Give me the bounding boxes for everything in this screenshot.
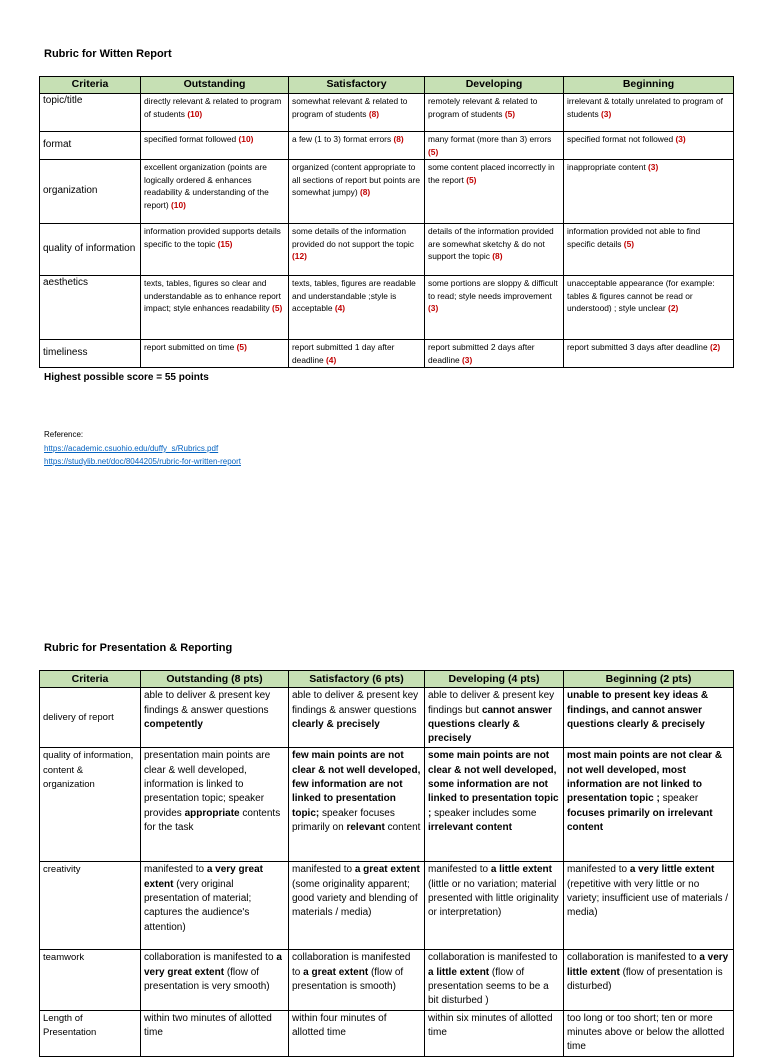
table-row <box>40 688 734 748</box>
rubric-cell: within four minutes of allotted time <box>289 1010 425 1056</box>
rubric-cell: report submitted 2 days after deadline (3) <box>425 340 564 368</box>
rubric-cell: manifested to a very great extent (very original presentation of material; captures the audience's attention) <box>141 862 289 950</box>
criteria-cell: timeliness <box>40 340 141 368</box>
table-row <box>40 1010 734 1056</box>
rubric-cell: some main points are not clear & not well developed, some information are not linked to presentation topic ; speaker includes some irrelevant content <box>425 748 564 862</box>
rubric-cell: most main points are not clear & not well developed, most information are not linked to presentation topic ; speaker focuses primarily on irrelevant content <box>564 748 734 862</box>
report-rubric-title: Rubric for Witten Report <box>44 48 172 60</box>
criteria-cell: Length of Presentation <box>40 1010 141 1056</box>
header-developing: Developing <box>425 77 564 94</box>
rubric-cell: report submitted 1 day after deadline (4) <box>289 340 425 368</box>
rubric-cell: collaboration is manifested to a little extent (flow of presentation seems to be a bit disturbed ) <box>425 950 564 1010</box>
presentation-rubric-title: Rubric for Presentation & Reporting <box>44 642 233 654</box>
rubric-cell: collaboration is manifested to a great extent (flow of presentation is smooth) <box>289 950 425 1010</box>
rubric-cell: some content placed incorrectly in the report (5) <box>425 160 564 224</box>
table-row <box>40 748 734 862</box>
rubric-cell: organized (content appropriate to all sections of report but points are somewhat jumpy) (8) <box>289 160 425 224</box>
header-outstanding: Outstanding (8 pts) <box>141 671 289 688</box>
rubric-cell: unacceptable appearance (for example: tables & figures cannot be read or understood) ; style unclear (2) <box>564 276 734 340</box>
rubric-cell: details of the information provided are somewhat sketchy & do not support the topic (8) <box>425 224 564 276</box>
rubric-cell: able to deliver & present key findings & answer questions competently <box>141 688 289 748</box>
rubric-cell: inappropriate content (3) <box>564 160 734 224</box>
rubric-cell: able to deliver & present key findings & answer questions clearly & precisely <box>289 688 425 748</box>
table-row <box>40 224 734 276</box>
criteria-cell: quality of information, content & organization <box>40 748 141 862</box>
rubric-cell: excellent organization (points are logically ordered & enhances readability & understanding of the report) (10) <box>141 160 289 224</box>
rubric-cell: texts, tables, figures so clear and understandable as to enhance report impact; style enhances readability (5) <box>141 276 289 340</box>
criteria-cell: topic/title <box>40 94 141 132</box>
rubric-cell: somewhat relevant & related to program of students (8) <box>289 94 425 132</box>
rubric-cell: presentation main points are clear & well developed, information is linked to presentation topic; speaker provides appropriate contents for the task <box>141 748 289 862</box>
header-beginning: Beginning <box>564 77 734 94</box>
highest-score-note: Highest possible score = 55 points <box>44 372 209 383</box>
rubric-cell: some portions are sloppy & difficult to read; style needs improvement (3) <box>425 276 564 340</box>
table-row <box>40 862 734 950</box>
rubric-cell: a few (1 to 3) format errors (8) <box>289 132 425 160</box>
rubric-cell: able to deliver & present key findings but cannot answer questions clearly & precisely <box>425 688 564 748</box>
rubric-cell: too long or too short; ten or more minutes above or below the allotted time <box>564 1010 734 1056</box>
presentation-rubric-table <box>39 670 734 1057</box>
header-criteria: Criteria <box>40 77 141 94</box>
rubric-cell: information provided supports details specific to the topic (15) <box>141 224 289 276</box>
criteria-cell: organization <box>40 160 141 224</box>
rubric-cell: few main points are not clear & not well developed, few information are not linked to presentation topic; speaker focuses primarily on relevant content <box>289 748 425 862</box>
rubric-cell: unable to present key ideas & findings, and cannot answer questions clearly & precisely <box>564 688 734 748</box>
rubric-cell: texts, tables, figures are readable and understandable ;style is acceptable (4) <box>289 276 425 340</box>
table-row <box>40 340 734 368</box>
rubric-cell: remotely relevant & related to program of students (5) <box>425 94 564 132</box>
rubric-cell: within six minutes of allotted time <box>425 1010 564 1056</box>
criteria-cell: aesthetics <box>40 276 141 340</box>
criteria-cell: quality of information <box>40 224 141 276</box>
rubric-cell: manifested to a very little extent (repetitive with very little or no variety; insufficient use of materials / media) <box>564 862 734 950</box>
rubric-cell: some details of the information provided do not support the topic (12) <box>289 224 425 276</box>
rubric-cell: report submitted 3 days after deadline (2) <box>564 340 734 368</box>
table-row <box>40 950 734 1010</box>
rubric-cell: directly relevant & related to program of students (10) <box>141 94 289 132</box>
rubric-cell: manifested to a great extent (some originality apparent; good variety and blending of materials / media) <box>289 862 425 950</box>
rubric-cell: report submitted on time (5) <box>141 340 289 368</box>
header-criteria: Criteria <box>40 671 141 688</box>
rubric-cell: information provided not able to find specific details (5) <box>564 224 734 276</box>
rubric-cell: irrelevant & totally unrelated to program of students (3) <box>564 94 734 132</box>
header-satisfactory: Satisfactory <box>289 77 425 94</box>
table-row <box>40 276 734 340</box>
reference-label: Reference: <box>44 430 84 439</box>
table-header-row <box>40 671 734 688</box>
table-row <box>40 160 734 224</box>
table-header-row <box>40 77 734 94</box>
reference-link-studylib[interactable]: https://studylib.net/doc/8044205/rubric-for-written-report <box>44 457 241 466</box>
rubric-cell: many format (more than 3) errors (5) <box>425 132 564 160</box>
header-beginning: Beginning (2 pts) <box>564 671 734 688</box>
rubric-cell: within two minutes of allotted time <box>141 1010 289 1056</box>
rubric-cell: specified format not followed (3) <box>564 132 734 160</box>
rubric-cell: manifested to a little extent (little or no variation; material presented with little originality or interpretation) <box>425 862 564 950</box>
header-satisfactory: Satisfactory (6 pts) <box>289 671 425 688</box>
criteria-cell: delivery of report <box>40 688 141 748</box>
header-outstanding: Outstanding <box>141 77 289 94</box>
rubric-cell: collaboration is manifested to a very little extent (flow of presentation is disturbed) <box>564 950 734 1010</box>
criteria-cell: teamwork <box>40 950 141 1010</box>
reference-link-rubrics-pdf[interactable]: https://academic.csuohio.edu/duffy_s/Rubrics.pdf <box>44 444 219 453</box>
header-developing: Developing (4 pts) <box>425 671 564 688</box>
criteria-cell: format <box>40 132 141 160</box>
rubric-cell: specified format followed (10) <box>141 132 289 160</box>
criteria-cell: creativity <box>40 862 141 950</box>
table-row <box>40 132 734 160</box>
report-rubric-table <box>39 76 734 368</box>
rubric-cell: collaboration is manifested to a very great extent (flow of presentation is very smooth) <box>141 950 289 1010</box>
table-row <box>40 94 734 132</box>
